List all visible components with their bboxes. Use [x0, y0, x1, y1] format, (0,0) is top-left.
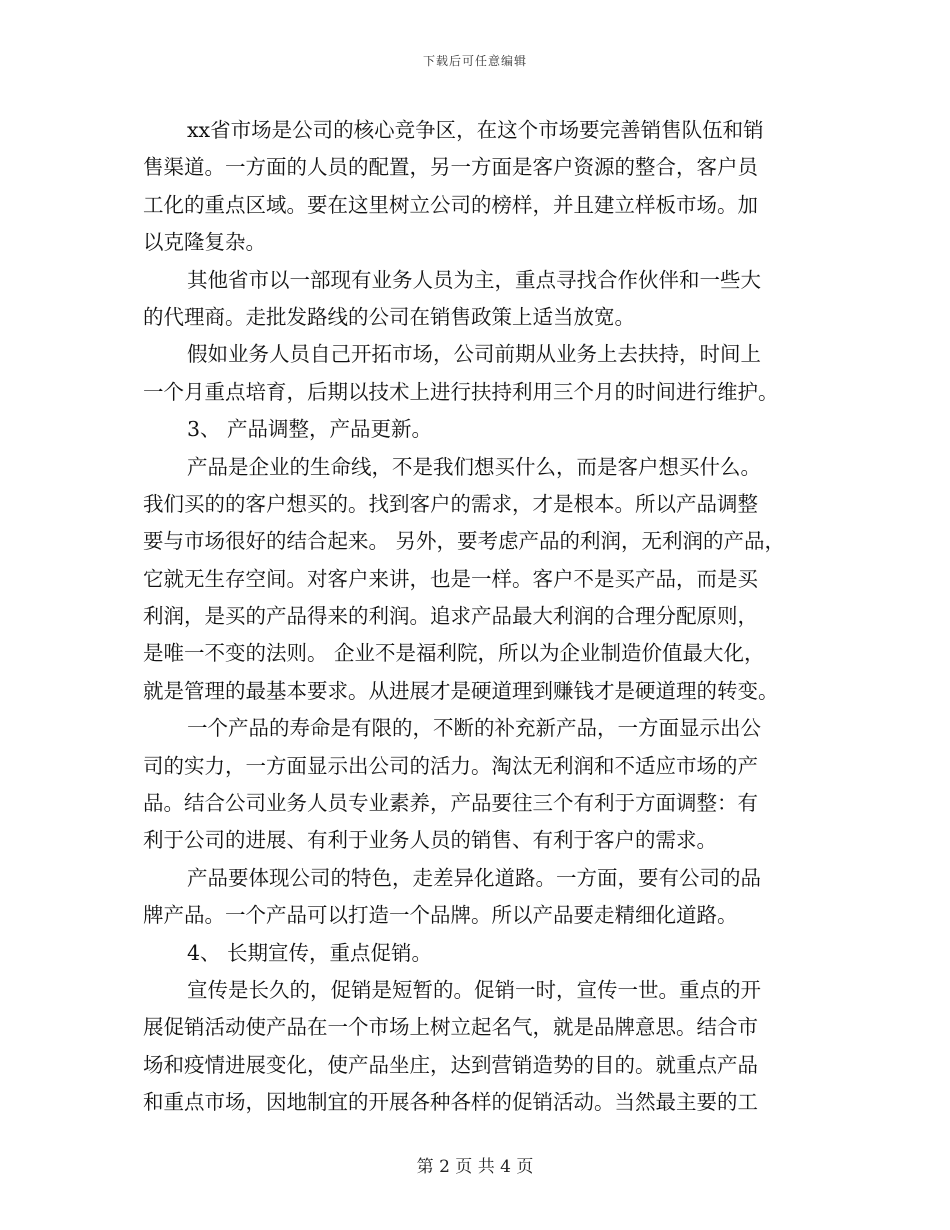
text-line: 产品是企业的生命线，不是我们想买什么，而是客户想买什么。: [187, 454, 761, 479]
text-line: 以克隆复杂。: [143, 230, 266, 255]
text-line: 假如业务人员自己开拓市场，公司前期从业务上去扶持，时间上: [187, 342, 761, 367]
text-line: 它就无生存空间。对客户来讲，也是一样。客户不是买产品，而是买: [143, 566, 758, 591]
text-line: 产品要体现公司的特色，走差异化道路。一方面，要有公司的品: [187, 865, 761, 890]
document-body: [143, 112, 815, 1122]
text-line: 一个产品的寿命是有限的，不断的补充新产品，一方面显示出公: [187, 716, 761, 741]
text-line: 的代理商。走批发路线的公司在销售政策上适当放宽。: [143, 304, 635, 329]
text-line: 利润，是买的产品得来的利润。追求产品最大利润的合理分配原则，: [143, 604, 758, 629]
text-line: 是唯一不变的法则。 企业不是福利院，所以为企业制造价值最大化，: [143, 641, 765, 666]
text-line: 售渠道。一方面的人员的配置，另一方面是客户资源的整合，客户员: [143, 155, 758, 180]
page-header-note: 下载后可任意编辑: [422, 54, 527, 68]
text-line: 展促销活动使产品在一个市场上树立起名气，就是品牌意思。结合市: [143, 1015, 758, 1040]
text-line: 利于公司的进展、有利于业务人员的销售、有利于客户的需求。: [143, 828, 717, 853]
text-line: 3、 产品调整，产品更新。: [187, 417, 433, 442]
text-line: 宣传是长久的，促销是短暂的。促销一时，宣传一世。重点的开: [187, 977, 761, 1002]
text-line: 司的实力，一方面显示出公司的活力。淘汰无利润和不适应市场的产: [143, 753, 758, 778]
text-line: 牌产品。一个产品可以打造一个品牌。所以产品要走精细化道路。: [143, 903, 738, 928]
text-line: 4、 长期宣传，重点促销。: [187, 940, 433, 965]
page-number: 第 2 页 共 4 页: [416, 1157, 534, 1177]
text-line: 我们买的的客户想买的。找到客户的需求，才是根本。所以产品调整: [143, 491, 758, 516]
text-line: xx省市场是公司的核心竞争区，在这个市场要完善销售队伍和销: [187, 118, 764, 142]
text-line: 一个月重点培育，后期以技术上进行扶持利用三个月的时间进行维护。: [143, 379, 779, 404]
text-line: 要与市场很好的结合起来。 另外，要考虑产品的利润，无利润的产品，: [143, 529, 786, 554]
text-line: 场和疫情进展变化，使产品坐庄，达到营销造势的目的。就重点产品: [143, 1052, 758, 1077]
text-line: 就是管理的最基本要求。从进展才是硬道理到赚钱才是硬道理的转变。: [143, 678, 779, 703]
text-line: 和重点市场，因地制宜的开展各种各样的促销活动。当然最主要的工: [143, 1090, 758, 1115]
text-line: 工化的重点区域。要在这里树立公司的榜样，并且建立样板市场。加: [143, 192, 758, 217]
text-line: 品。结合公司业务人员专业素养，产品要往三个有利于方面调整：有: [143, 791, 758, 816]
text-line: 其他省市以一部现有业务人员为主，重点寻找合作伙伴和一些大: [187, 267, 761, 292]
